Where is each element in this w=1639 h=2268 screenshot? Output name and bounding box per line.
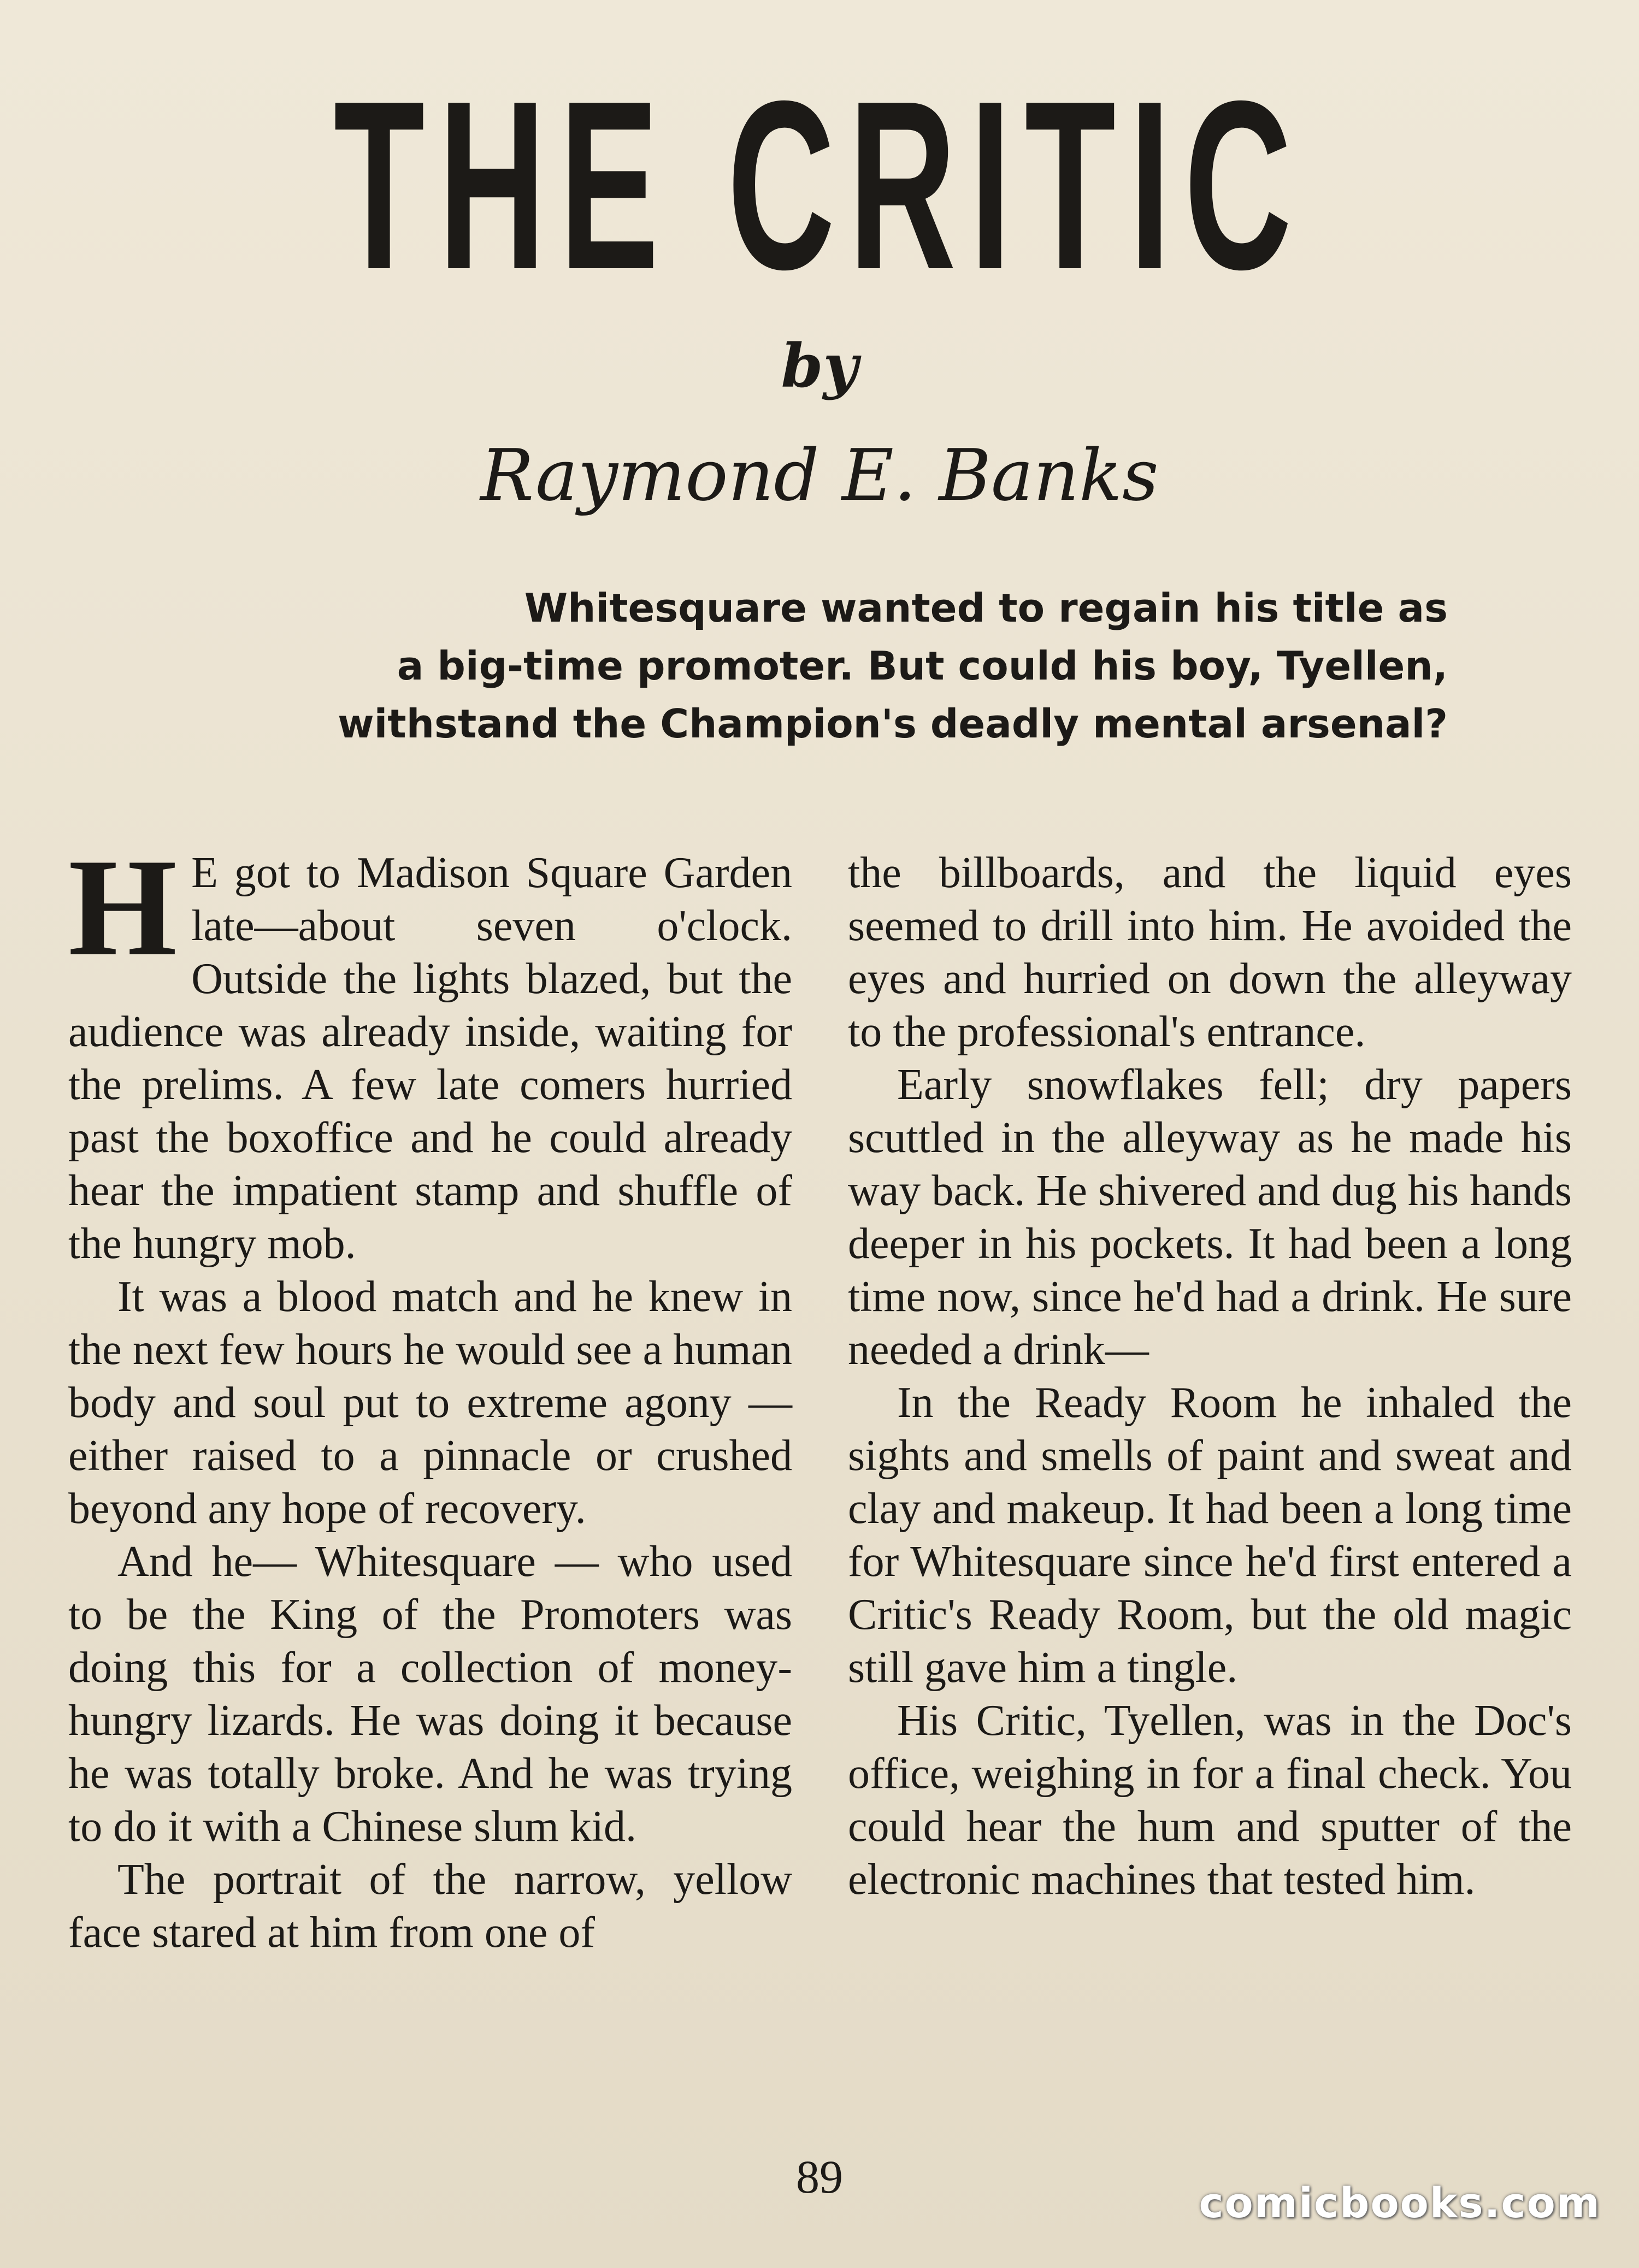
paragraph: The portrait of the narrow, yellow face stared at him from one of xyxy=(68,1856,792,1957)
paragraph: His Critic, Tyellen, was in the Doc's office, weighing in for a final check. You could hear the hum and sputter of the electronic machines that tested him. xyxy=(848,1697,1572,1904)
blurb-line: withstand the Champion's deadly mental arsenal? xyxy=(338,701,1448,747)
blurb-line: a big-time promoter. But could his boy, Tyellen, xyxy=(397,643,1448,689)
page-number: 89 xyxy=(796,2151,843,2203)
story-title: THE CRITIC xyxy=(333,51,1306,320)
paragraph: Early snowflakes fell; dry papers scuttled in the alleyway as he made his way back. He shivered and dug his hands deeper in his pockets. It had been a long time now, since he'd had a drink. He sure needed a drink— xyxy=(848,1061,1572,1374)
paragraph: It was a blood match and he knew in the next few hours he would see a human body and soul put to extreme agony — either raised to a pinnacle or crushed beyond any hope of recovery. xyxy=(68,1273,792,1533)
byline-by: by xyxy=(781,330,858,401)
blurb-line: Whitesquare wanted to regain his title as xyxy=(524,585,1448,631)
paragraph: the billboards, and the liquid eyes seemed to drill into him. He avoided the eyes and hurried on down the alleyway to the professional's entrance. xyxy=(848,849,1572,1056)
left-column xyxy=(68,830,792,1959)
site-watermark: comicbooks.com xyxy=(1199,2178,1601,2227)
story-blurb xyxy=(208,579,1448,753)
right-column xyxy=(848,847,1572,1906)
author-name: Raymond E. Banks xyxy=(480,434,1159,517)
drop-cap: H xyxy=(68,830,178,985)
paragraph: In the Ready Room he inhaled the sights and smells of paint and sweat and clay and makeup. It had been a long time for Whitesquare since he'd first entered a Critic's Ready Room, but the old magic still gave him a tingle. xyxy=(848,1379,1572,1692)
paragraph: And he— Whitesquare — who used to be the King of the Promoters was doing this for a collection of money-hungry lizards. He was doing it because he was totally broke. And he was trying to do it with a Chinese slum kid. xyxy=(68,1538,792,1851)
paragraph xyxy=(68,830,792,1271)
paragraph-text: E got to Madison Square Garden late—about seven o'clock. Outside the lights blazed, but the audience was already inside, waiting for the prelims. A few late comers hurried past the boxoffice and he could already hear the impatient stamp and shuffle of the hungry mob. xyxy=(68,849,792,1268)
